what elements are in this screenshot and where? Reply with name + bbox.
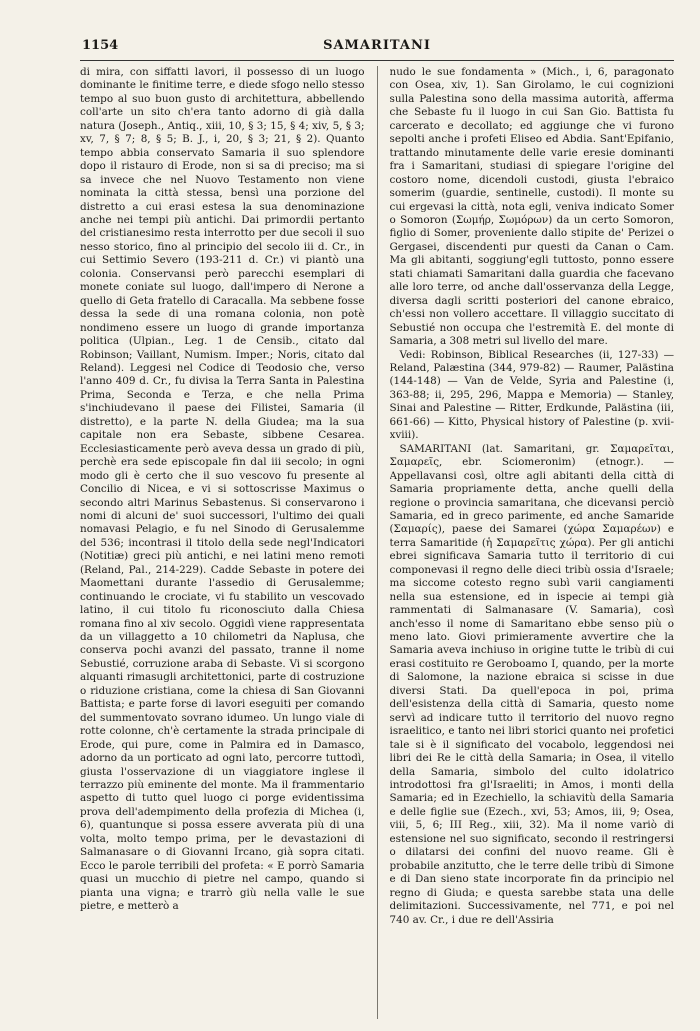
paragraph: nudo le sue fondamenta » (Mich., i, 6, paragonato con Osea, xiv, 1). San Girolamo, le cui cognizioni sulla Palestina sono della massima autorità, afferma che Sebaste fu il luogo in cui San Gio. Battista fu carcerato e decollato; ed aggiunge che vi furono sepolti anche i profeti Eliseo ed Abdia. Sant'Epifanio, trattando minutamente delle varie eresie dominanti fra i Samaritani, studiasi di spiegare l'origine del costoro nome, dicendoli custodi, giusta l'ebraico somerim (guardie, sentinelle, custodi). Il monte su cui ergevasi la città, nota egli, veniva indicato Somer o Somoron (Σωμήρ, Σωμόρων) da un certo Somoron, figlio di Somer, proveniente dallo stipite de' Perizei o Gergasei, discendenti pur questi da Canan o Cam. Ma gli abitanti, soggiung'egli tuttosto, ponno essere stati chiamati Samaritani dalla guardia che facevano alle loro terre, od anche dall'osservanza della Legge, diversa dagli scritti posteriori del canone ebraico, ch'essi non vollero accettare. Il villaggio succitato di Sebustié non occupa che l'estremità E. del monte di Samaria, a 308 metri sul livello del mare.: [389, 66, 674, 348]
running-head: SAMARITANI: [323, 38, 431, 53]
left-column: [80, 66, 365, 1019]
column-divider: [377, 66, 378, 1019]
paragraph: di mira, con siffatti lavori, il possesso di un luogo dominante le finitime terre, e diede sfogo nello stesso tempo al suo buon gusto di architettura, abbellendo coll'arte un sito ch'era tanto adorno di già dalla natura (Joseph., Antiq., xiii, 10, § 3; 15, § 4; xiv, 5, § 3; xv, 7, § 7; 8, § 5; B. J., i, 20, § 3; 21, § 2). Quanto tempo abbia conservato Samaria il suo splendore dopo il ristauro di Erode, non si sa di preciso; ma si sa invece che nel Nuovo Testamento non viene nominata la città stessa, bensì una porzione del distretto a cui erasi estesa la sua denominazione anche nei tempi più antichi. Dai primordii pertanto del cristianesimo resta interrotto per due secoli il suo nesso storico, fino al principio del secolo iii d. Cr., in cui Settimio Severo (193-211 d. Cr.) vi piantò una colonia. Conservansi però parecchi esemplari di monete coniate sul luogo, dall'impero di Nerone a quello di Geta fratello di Caracalla. Ma sebbene fosse dessa la sede di una romana colonia, non potè nondimeno essere un luogo di grande importanza politica (Ulpian., Leg. 1 de Censib., citato dal Robinson; Vaillant, Numism. Imper.; Noris, citato dal Reland). Leggesi nel Codice di Teodosio che, verso l'anno 409 d. Cr., fu divisa la Terra Santa in Palestina Prima, Seconda e Terza, e che nella Prima s'inchiudevano il paese dei Filistei, Samaria (il distretto), e la parte N. della Giudea; ma la sua capitale non era Sebaste, sibbene Cesarea. Ecclesiasticamente però aveva dessa un grado di più, perchè era sede episcopale fin dal iii secolo; in ogni modo gli è certo che il suo vescovo fu presente al Concilio di Nicea, e vi si sottoscrisse Maximus o secondo altri Marinus Sebastenus. Si conservarono i nomi di alcuni de' suoi successori, l'ultimo dei quali nomavasi Pelagio, e fu nel Sinodo di Gerusalemme del 536; incontrasi il titolo della sede negl'Indicatori (Notitiæ) greci più antichi, e nei latini meno remoti (Reland, Pal., 214-229). Cadde Sebaste in potere dei Maomettani durante l'assedio di Gerusalemme; continuando le crociate, vi fu stabilito un vescovado latino, il cui titolo fu riconosciuto dalla Chiesa romana fino al xiv secolo. Oggidì viene rappresentata da un villaggetto a 10 chilometri da Naplusa, che conserva pochi avanzi del passato, tranne il nome Sebustié, corruzione araba di Sebaste. Vi si scorgono alquanti rimasugli architettonici, parte di costruzione o riduzione cristiana, come la chiesa di San Giovanni Battista; e parte forse di lavori eseguiti per comando del summentovato sovrano idumeo. Un lungo viale di rotte colonne, ch'è certamente la strada principale di Erode, qui pure, come in Palmira ed in Damasco, adorno da un porticato ad ogni lato, percorre tuttodì, giusta l'osservazione di un viaggiatore inglese il terrazzo più eminente del monte. Ma il frammentario aspetto di tutto quel luogo ci porge evidentissima prova dell'adempimento della profezia di Michea (i, 6), quantunque si possa essere avverata più di una volta, molto tempo prima, per le devastazioni di Salmanasare o di Giovanni Ircano, già sopra citati. Ecco le parole terribili del profeta: « E porrò Samaria quasi un mucchio di pietre nel campo, quando si pianta una vigna; e trarrò giù nella valle le sue pietre, e metterò a: [80, 66, 365, 913]
paragraph: Vedi: Robinson, Biblical Researches (ii, 127-33) — Reland, Palæstina (344, 979-82) — Raumer, Palästina (144-148) — Van de Velde, Syria and Palestine (i, 363-88; ii, 295, 296, Mappa e Memoria) — Stanley, Sinai and Palestine — Ritter, Erdkunde, Palästina (iii, 661-66) — Kitto, Physical history of Palestine (p. xvii-xviii).: [389, 348, 674, 442]
paragraph: SAMARITANI (lat. Samaritani, gr. Σαμαρεῖται, Σαμαρεῖς, ebr. Sciomeronim) (etnogr.). — Appellavansi così, oltre agli abitanti della città di Samaria propriamente detta, anche quelli della regione o provincia samaritana, che dicevansi perciò Samaria, ed in greco parimente, ed anche Samaride (Σαμαρίς), paese dei Samarei (χώρα Σαμαρέων) e terra Samaritide (ἡ Σαμαρεῖτις χώρα). Per gli antichi ebrei significava Samaria tutto il territorio di cui componevasi il regno delle dieci tribù ossia d'Israele; ma siccome cotesto regno subì varii cangiamenti nella sua estensione, ed in ispecie ai tempi già rammentati di Salmanasare (V. Samaria), così anch'esso il nome di Samaritano ebbe senso più o meno lato. Giovi primieramente avvertire che la Samaria aveva inchiuso in origine tutte le tribù di cui erasi costituito re Geroboamo I, quando, per la morte di Salomone, la nazione ebraica si scisse in due diversi Stati. Da quell'epoca in poi, prima dell'esistenza della città di Samaria, questo nome servì ad indicare tutto il territorio del nuovo regno israelitico, e tanto nei libri storici quanto nei profetici tale si è il significato del vocabolo, leggendosi nei libri dei Re le città della Samaria; in Osea, il vitello della Samaria, simbolo del culto idolatrico introdottosi fra gl'Israeliti; in Amos, i monti della Samaria; ed in Ezechiello, la schiavitù della Samaria e delle figlie sue (Ezech., xvi, 53; Amos, iii, 9; Osea, viii, 5, 6; III Reg., xiii, 32). Ma il nome variò di estensione nel suo significato, secondo il restringersi o dilatarsi dei confini del nuovo reame. Gli è probabile anzitutto, che le terre delle tribù di Simone e di Dan sieno state incorporate fin da principio nel regno di Giuda; e questa sarebbe stata una delle delimitazioni. Successivamente, nel 771, e poi nel 740 av. Cr., i due re dell'Assiria: [389, 442, 674, 926]
header-rule: [80, 60, 674, 61]
page-header: [80, 38, 674, 58]
text-columns: [80, 66, 674, 1019]
page-number: 1154: [82, 38, 119, 53]
right-column: [390, 66, 675, 1019]
